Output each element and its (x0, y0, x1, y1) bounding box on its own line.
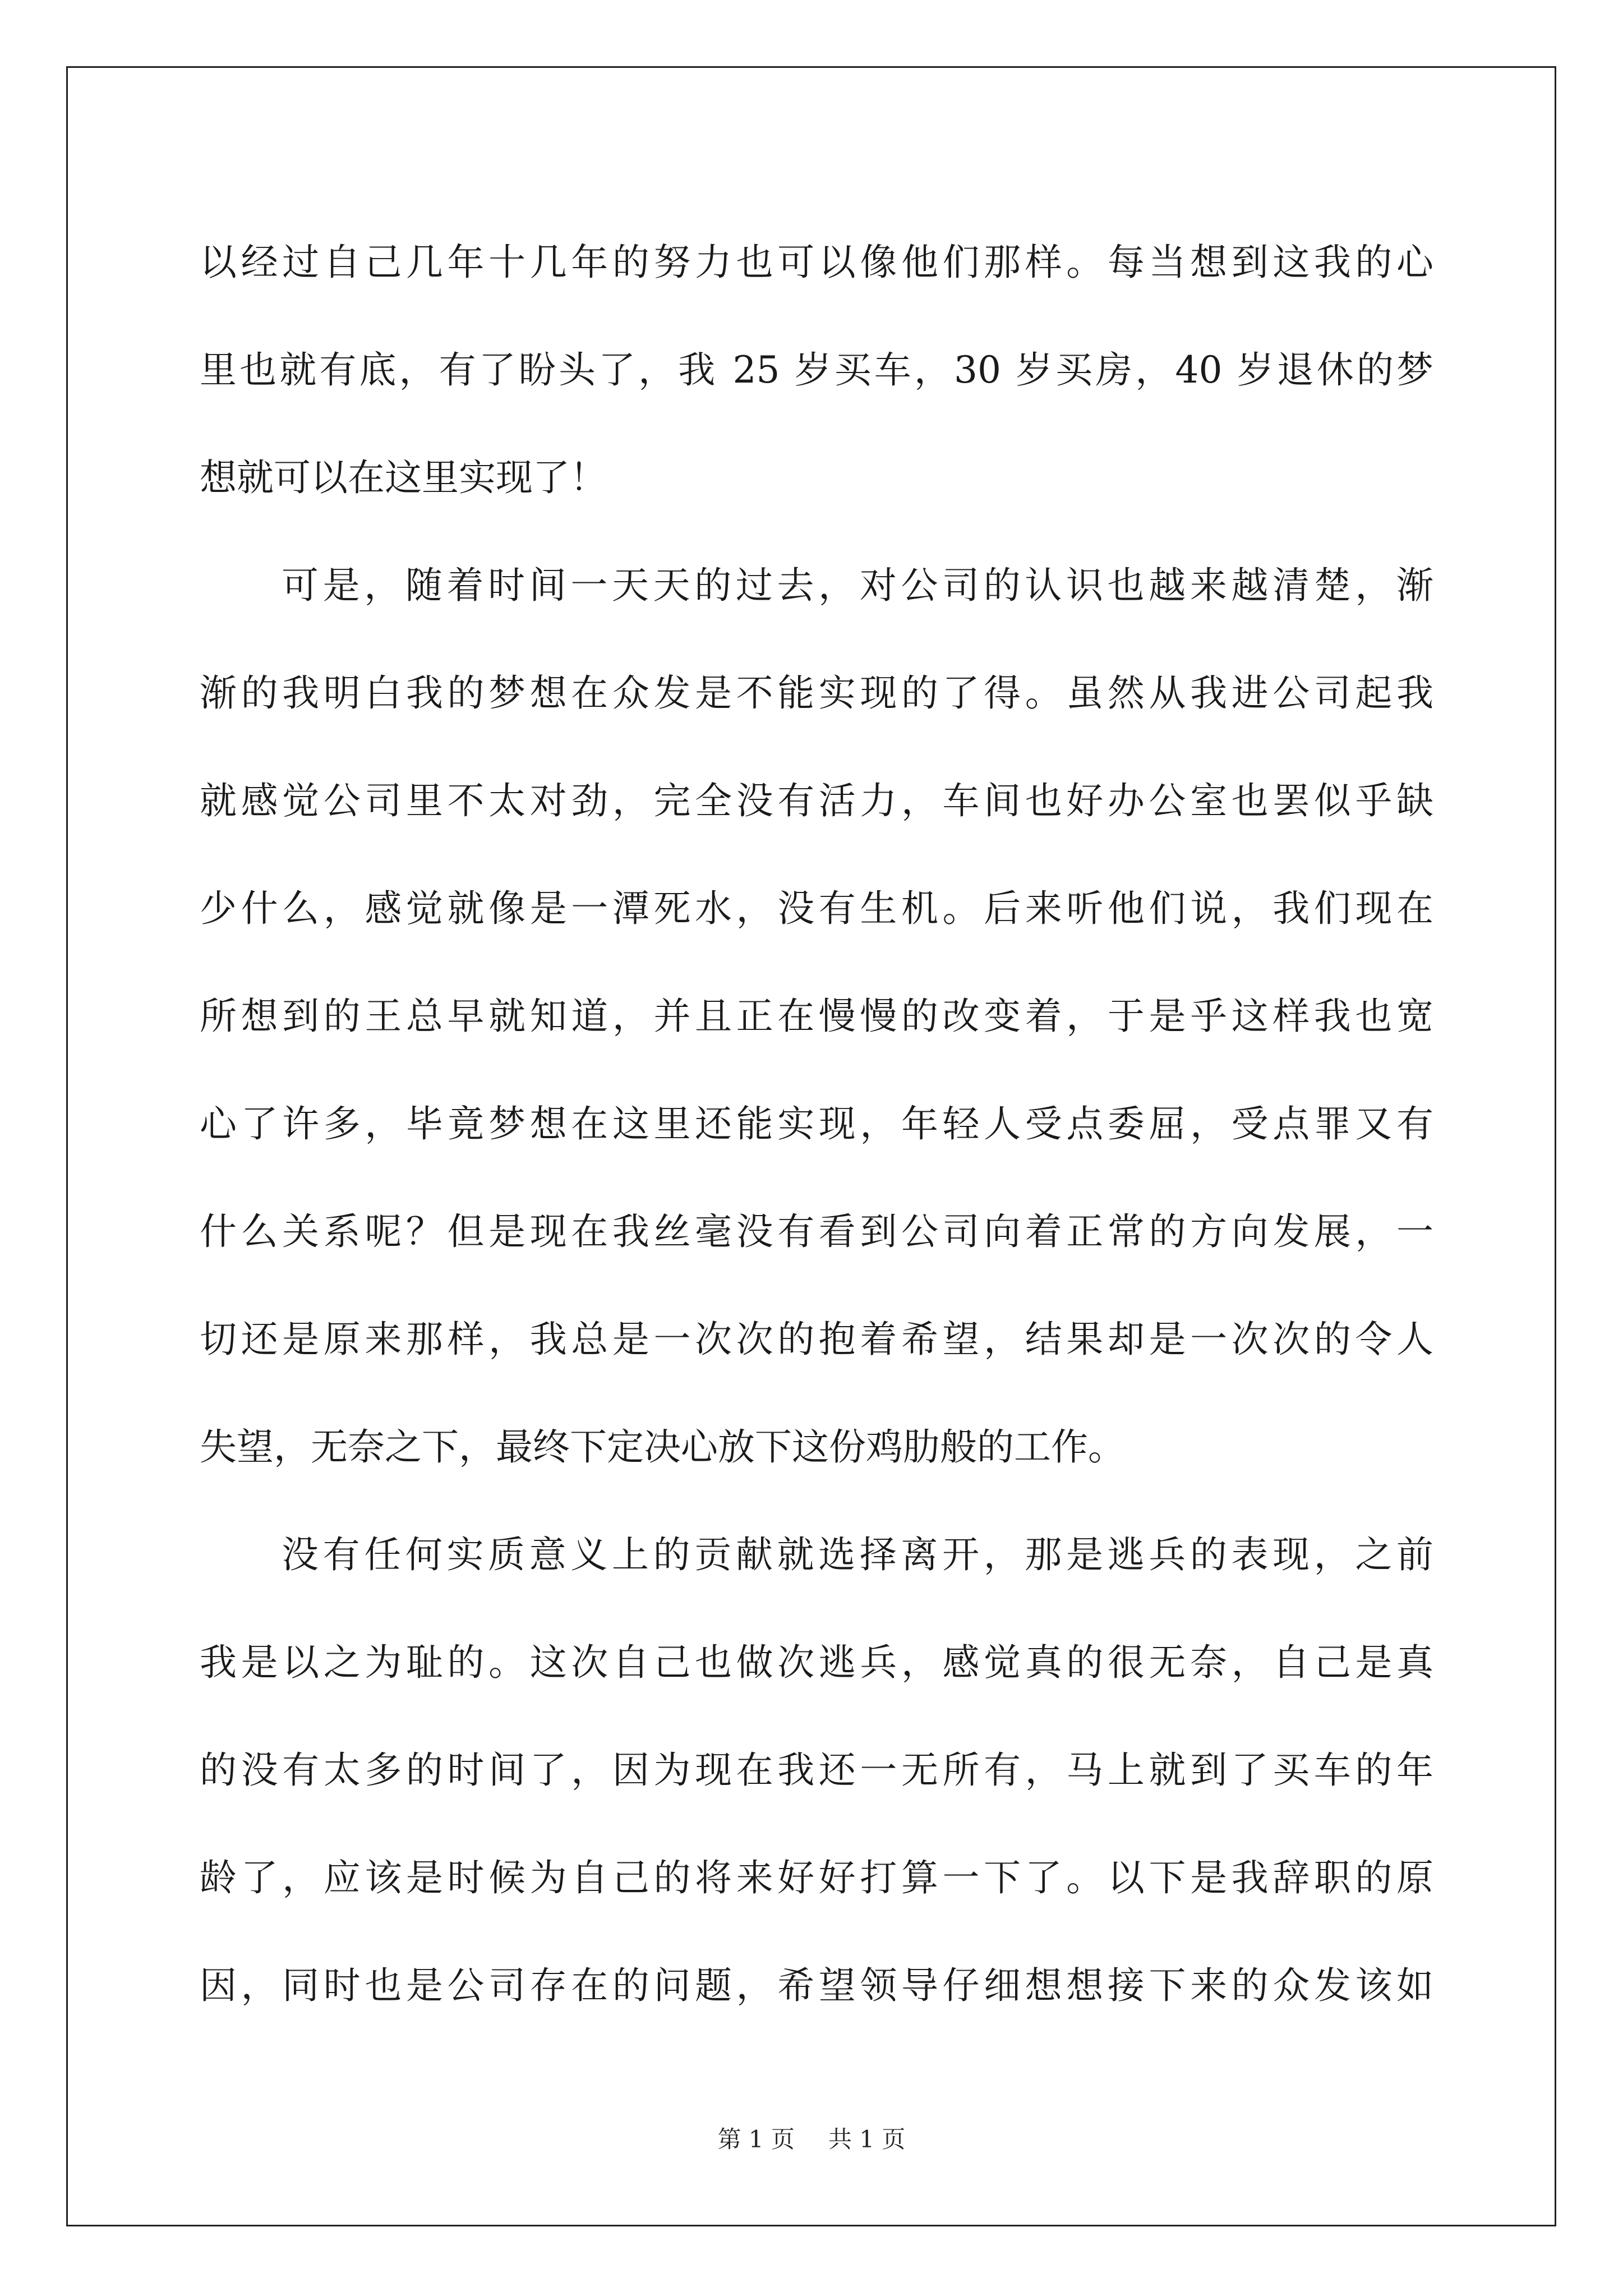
text-line: 心了许多，毕竟梦想在这里还能实现，年轻人受点委屈，受点罪又有 (200, 1102, 1433, 1145)
text-line: 龄了，应该是时候为自己的将来好好打算一下了。以下是我辞职的原 (200, 1856, 1433, 1899)
page-number-current: 第 1 页 (717, 2125, 795, 2153)
page-number-total: 共 1 页 (828, 2125, 906, 2153)
text-line: 的没有太多的时间了，因为现在我还一无所有，马上就到了买车的年 (200, 1749, 1433, 1792)
text-line: 因，同时也是公司存在的问题，希望领导仔细想想接下来的众发该如 (200, 1964, 1433, 2007)
text-line: 什么关系呢？但是现在我丝毫没有看到公司向着正常的方向发展，一 (200, 1210, 1433, 1253)
text-line: 没有任何实质意义上的贡献就选择离开，那是逃兵的表现，之前 (282, 1533, 1433, 1576)
document-body (200, 209, 1433, 2040)
text-line: 可是，随着时间一天天的过去，对公司的认识也越来越清楚，渐 (282, 564, 1433, 607)
text-line: 以经过自己几年十几年的努力也可以像他们那样。每当想到这我的心 (200, 241, 1433, 284)
page-footer (0, 2123, 1623, 2156)
text-line: 渐的我明白我的梦想在众发是不能实现的了得。虽然从我进公司起我 (200, 671, 1433, 715)
text-line: 想就可以在这里实现了！ (200, 456, 607, 499)
text-line: 失望，无奈之下，最终下定决心放下这份鸡肋般的工作。 (200, 1425, 1125, 1469)
text-line: 就感觉公司里不太对劲，完全没有活力，车间也好办公室也罢似乎缺 (200, 779, 1433, 822)
text-line: 我是以之为耻的。这次自己也做次逃兵，感觉真的很无奈，自己是真 (200, 1641, 1433, 1684)
text-line: 里也就有底，有了盼头了，我 25 岁买车，30 岁买房，40 岁退休的梦 (200, 348, 1433, 392)
text-line: 切还是原来那样，我总是一次次的抱着希望，结果却是一次次的令人 (200, 1318, 1433, 1361)
text-line: 少什么，感觉就像是一潭死水，没有生机。后来听他们说，我们现在 (200, 887, 1433, 930)
text-line: 所想到的王总早就知道，并且正在慢慢的改变着，于是乎这样我也宽 (200, 995, 1433, 1038)
